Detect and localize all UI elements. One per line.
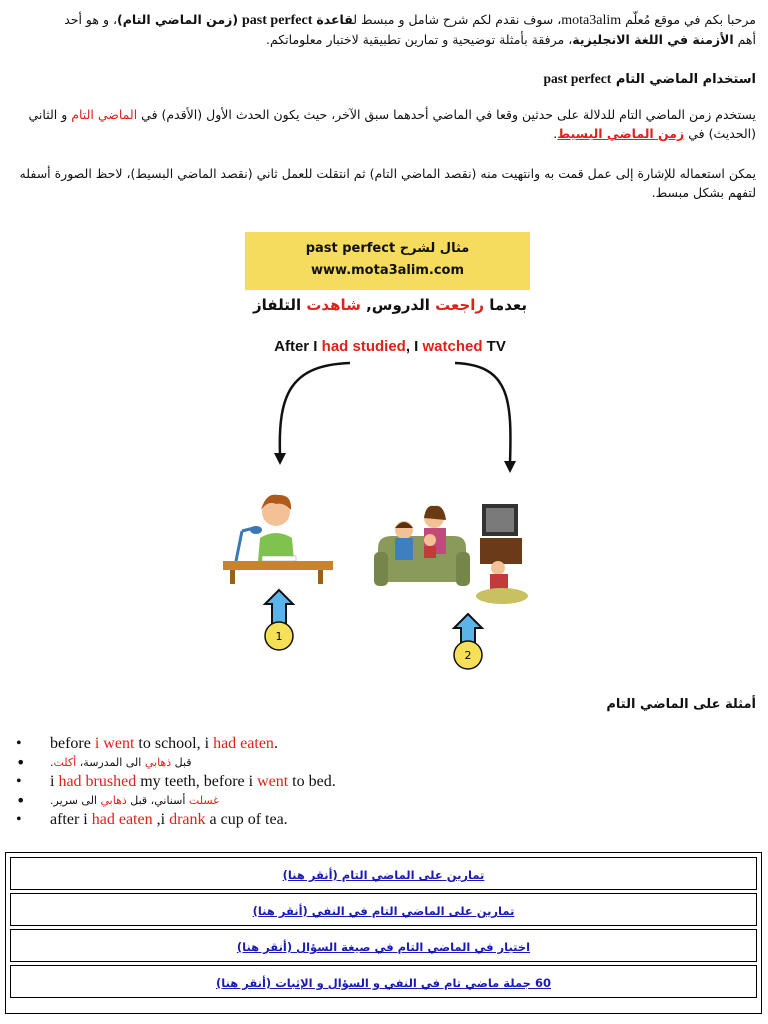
list-item — [14, 791, 336, 810]
example-ar — [50, 756, 192, 769]
usage-paragraph-2 — [14, 164, 756, 202]
list-item — [14, 753, 336, 772]
arrowhead-right — [504, 461, 516, 473]
sentence-part: الدروس, — [360, 296, 436, 314]
intro-text: أهم — [733, 32, 756, 47]
example-verb: drank — [169, 811, 206, 828]
examples-list — [14, 734, 336, 829]
example-text: . — [50, 756, 54, 769]
usage-p2-line-1: يمكن استعماله للإشارة إلى عمل قمت به وانتهيت منه (نقصد الماضي التام) ثم انتقلت للعمل ثاني (نقصد الماضي البسيط)، لاحظ الصورة أسفله — [19, 166, 756, 181]
usage-p2-line-2: لتفهم بشكل مبسط. — [651, 185, 756, 200]
step-marker-1 — [259, 588, 299, 654]
list-item — [14, 734, 336, 753]
example-ar — [50, 794, 219, 807]
example-verb: غسلت — [188, 794, 219, 807]
verb-highlight: شاهدت — [306, 296, 361, 314]
sentence-part: , I — [405, 338, 423, 355]
tenses-highlight: الأزمنة في اللغة الانجليزية — [572, 32, 734, 47]
exercise-links-table — [5, 852, 762, 1014]
exercise-link-3[interactable]: اختبار في الماضي التام في صيغة السؤال (أنقر هنا) — [236, 940, 531, 954]
table-row — [10, 893, 757, 926]
intro-text: ، سوف نقدم لكم شرح شامل و مبسط ل — [353, 12, 562, 27]
usage-text: يستخدم زمن الماضي التام للدلالة على حدثين وقعا في الماضي أحدهما سبق الآخر، حيث يكون الحدث الأول (الأقدم) في — [137, 107, 756, 122]
example-verb: ذهابي — [144, 756, 172, 769]
verb-highlight: had studied — [321, 338, 406, 355]
banner-title: مثال لشرح past perfect — [305, 241, 470, 256]
verb-highlight: راجعت — [435, 296, 485, 314]
example-text: before — [50, 735, 95, 752]
example-text: to school, i — [134, 735, 214, 752]
list-item — [14, 772, 336, 791]
example-text: to bed. — [288, 773, 336, 790]
example-text: my teeth, before i — [136, 773, 258, 790]
arrowhead-left — [274, 453, 286, 465]
sentence-part: بعدما — [484, 296, 527, 314]
example-sentence-ar — [230, 296, 550, 314]
usage-heading — [543, 71, 756, 87]
example-text: أسناني، قبل — [126, 794, 189, 807]
intro-paragraph — [14, 10, 756, 49]
exercise-link-1[interactable]: تمارين على الماضي التام (أنقر هنا) — [282, 868, 485, 882]
example-text: ,i — [152, 811, 170, 828]
sentence-part: التلفاز — [253, 296, 307, 314]
usage-heading-en: past perfect — [543, 71, 612, 86]
banner-url: www.mota3alim.com — [311, 263, 464, 278]
usage-text: . — [553, 126, 558, 141]
arrow-to-tv — [455, 363, 510, 463]
example-verb: ذهابي — [100, 794, 127, 807]
step-marker-2 — [448, 612, 488, 672]
curved-arrows — [230, 355, 530, 485]
sentence-part: TV — [482, 338, 506, 355]
table-row — [10, 857, 757, 890]
usage-p1-line-1 — [14, 105, 756, 124]
verb-highlight: watched — [422, 338, 483, 355]
marker-number: 2 — [464, 649, 472, 662]
example-text: الى المدرسة، — [76, 756, 145, 769]
rule-name-ar: (زمن الماضي التام) — [117, 12, 239, 27]
simple-past-highlight: زمن الماضي البسيط — [557, 126, 685, 141]
example-verb: had eaten — [91, 811, 153, 828]
exercise-link-4[interactable]: 60 جملة ماضي تام في النفي و السؤال و الإثبات (أنقر هنا) — [216, 976, 551, 990]
family-watching-tv-icon — [374, 496, 539, 608]
example-verb: i went — [94, 735, 135, 752]
boy-studying-icon — [218, 486, 338, 586]
usage-p1-line-2 — [14, 124, 756, 143]
example-text: الى سرير. — [50, 794, 101, 807]
usage-paragraph-1 — [14, 105, 756, 143]
usage-heading-ar: استخدام الماضي التام — [611, 72, 756, 87]
usage-text: (الحديث) في — [684, 126, 756, 141]
intro-text: مرحبا بكم في موقع مُعلّم — [621, 12, 756, 27]
table-row — [10, 929, 757, 962]
table-row — [10, 965, 757, 998]
usage-text: و الثاني — [28, 107, 72, 122]
example-text: after i — [50, 811, 92, 828]
example-verb: أكلت — [53, 756, 77, 769]
past-perfect-highlight: الماضي التام — [71, 107, 138, 122]
example-banner — [245, 232, 530, 290]
example-text: قبل — [171, 756, 192, 769]
example-text: i — [50, 773, 59, 790]
examples-heading: أمثلة على الماضي التام — [606, 697, 756, 712]
example-verb: went — [257, 773, 289, 790]
example-verb: had eaten — [213, 735, 274, 752]
example-sentence-en — [230, 338, 550, 355]
intro-line-2 — [14, 30, 756, 49]
list-item — [14, 810, 336, 829]
arrow-to-study — [280, 363, 350, 455]
marker-number: 1 — [275, 630, 283, 643]
rule-label: قاعدة — [316, 12, 354, 27]
example-text: . — [273, 735, 278, 752]
exercise-link-2[interactable]: تمارين على الماضي التام في النفي (أنقر هنا) — [252, 904, 515, 918]
example-text: a cup of tea. — [205, 811, 288, 828]
intro-text: ، مرفقة بأمثلة توضيحية و تمارين تطبيقية لاختبار معلوماتكم. — [265, 32, 573, 47]
intro-line-1 — [14, 10, 756, 30]
rule-name-en: past perfect — [242, 13, 313, 28]
intro-text: ، و هو أحد — [64, 12, 117, 27]
sentence-part: After I — [274, 338, 322, 355]
example-verb: had brushed — [58, 773, 137, 790]
site-name: mota3alim — [561, 13, 622, 28]
